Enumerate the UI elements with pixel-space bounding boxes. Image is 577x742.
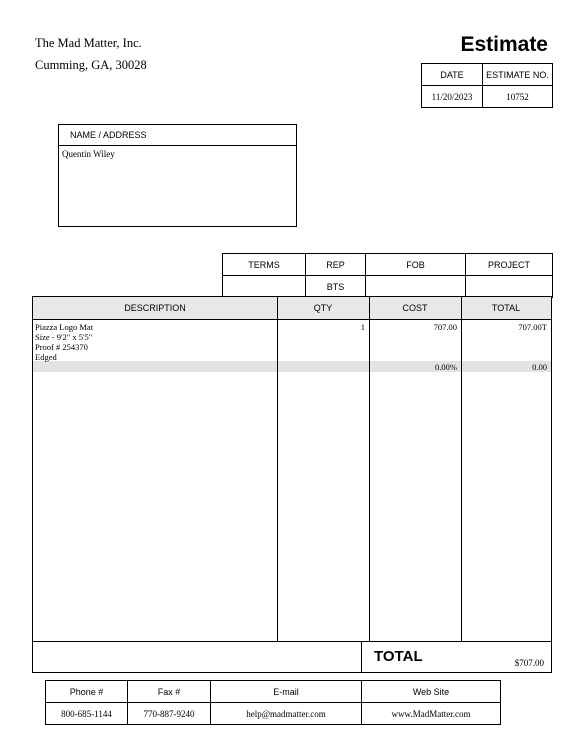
date-value: 11/20/2023 <box>422 86 483 108</box>
project-value <box>466 276 553 298</box>
column-divider <box>461 297 462 641</box>
rep-header: REP <box>306 254 366 276</box>
phone-value: 800-685-1144 <box>46 703 128 725</box>
fax-value: 770-887-9240 <box>128 703 211 725</box>
order-info-table <box>222 253 553 298</box>
company-address: Cumming, GA, 30028 <box>35 58 147 72</box>
qty-header: QTY <box>277 297 369 320</box>
item-description-line: Edged <box>35 352 57 362</box>
item-total: 707.00T <box>518 322 547 332</box>
total-header: TOTAL <box>461 297 551 320</box>
project-header: PROJECT <box>466 254 553 276</box>
website-header: Web Site <box>362 681 501 703</box>
tax-rate: 0.00% <box>435 362 457 372</box>
total-divider <box>361 642 362 672</box>
website-value: www.MadMatter.com <box>362 703 501 725</box>
company-name: The Mad Matter, Inc. <box>35 36 142 50</box>
fax-header: Fax # <box>128 681 211 703</box>
contact-footer-table <box>45 680 501 725</box>
column-divider <box>369 297 370 641</box>
name-address-box <box>58 124 297 227</box>
fob-header: FOB <box>366 254 466 276</box>
item-description-line: Proof # 254370 <box>35 342 88 352</box>
terms-value <box>223 276 306 298</box>
total-label: TOTAL <box>374 648 423 665</box>
description-header: DESCRIPTION <box>33 297 277 320</box>
date-header: DATE <box>422 64 483 86</box>
item-qty: 1 <box>360 322 365 332</box>
rep-value: BTS <box>306 276 366 298</box>
name-address-label: NAME / ADDRESS <box>59 125 296 146</box>
estimate-number-value: 10752 <box>483 86 553 108</box>
document-title: Estimate <box>460 33 548 56</box>
tax-amount: 0.00 <box>532 362 547 372</box>
total-value: $707.00 <box>514 658 544 668</box>
item-description-line: Piazza Logo Mat <box>35 322 94 332</box>
customer-name: Quentin Wiley <box>62 149 115 159</box>
total-box <box>32 641 552 673</box>
email-header: E-mail <box>211 681 362 703</box>
estimate-number-header: ESTIMATE NO. <box>483 64 553 86</box>
item-description-line: Size - 9'2" x 5'5" <box>35 332 93 342</box>
estimate-meta-table <box>421 63 553 108</box>
phone-header: Phone # <box>46 681 128 703</box>
email-value: help@madmatter.com <box>211 703 362 725</box>
terms-header: TERMS <box>223 254 306 276</box>
fob-value <box>366 276 466 298</box>
column-divider <box>277 297 278 641</box>
cost-header: COST <box>369 297 461 320</box>
item-cost: 707.00 <box>433 322 457 332</box>
line-items-table <box>32 296 552 642</box>
